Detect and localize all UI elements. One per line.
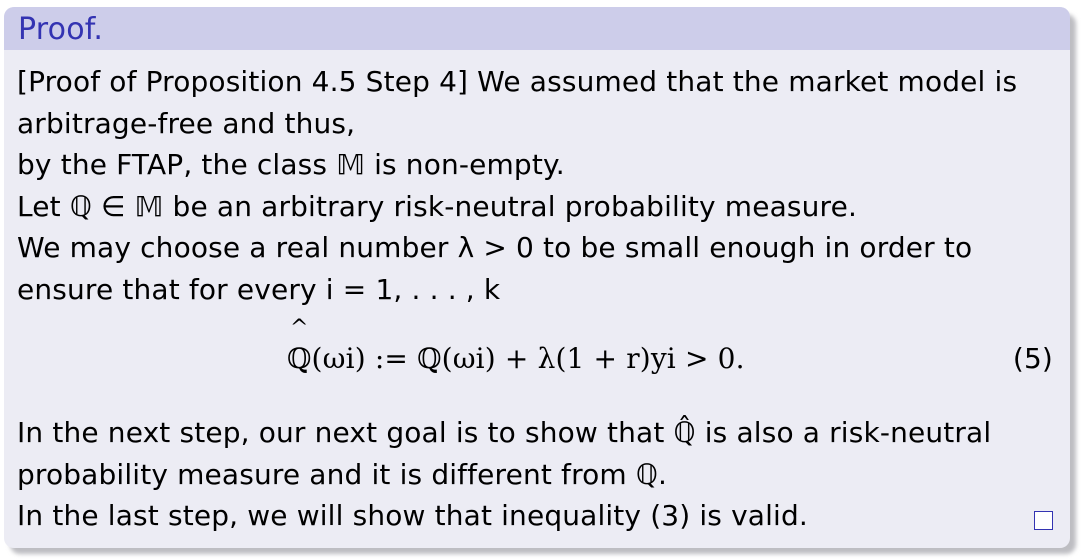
display-equation: [17, 316, 1070, 399]
equation-formula: [287, 316, 745, 380]
proof-line-3: by the FTAP, the class 𝕄 is non-empty.: [17, 148, 565, 181]
proof-title: Proof.: [4, 7, 1070, 50]
proof-line-4: Let ℚ ∈ 𝕄 be an arbitrary risk-neutral probability measure.: [17, 189, 858, 223]
equation-number: (5): [1012, 342, 1053, 375]
proof-line-5: We may choose a real number λ > 0 to be small enough in order to: [17, 231, 973, 264]
q-symbol: ℚ: [287, 342, 312, 375]
proof-line-9: In the last step, we will show that inequality (3) is valid.: [17, 499, 808, 532]
proof-line-7: In the next step, our next goal is to show that ℚ̂ is also a risk-neutral: [17, 416, 992, 449]
q-hat-symbol: [287, 316, 312, 380]
proof-line-8: probability measure and it is different from ℚ.: [17, 457, 668, 491]
proof-block: [4, 7, 1070, 548]
qed-box-icon: [1034, 511, 1053, 530]
proof-line-6: ensure that for every i = 1, . . . , k: [17, 272, 501, 306]
hat-accent: ^: [289, 316, 309, 341]
proof-line-2: arbitrage-free and thus,: [17, 106, 356, 140]
proof-body: [4, 50, 1070, 537]
equation-body: (ωi) := ℚ(ωi) + λ(1 + r)yi > 0.: [311, 342, 745, 375]
proof-line-1: [Proof of Proposition 4.5 Step 4] We assumed that the market model is: [17, 65, 1018, 98]
